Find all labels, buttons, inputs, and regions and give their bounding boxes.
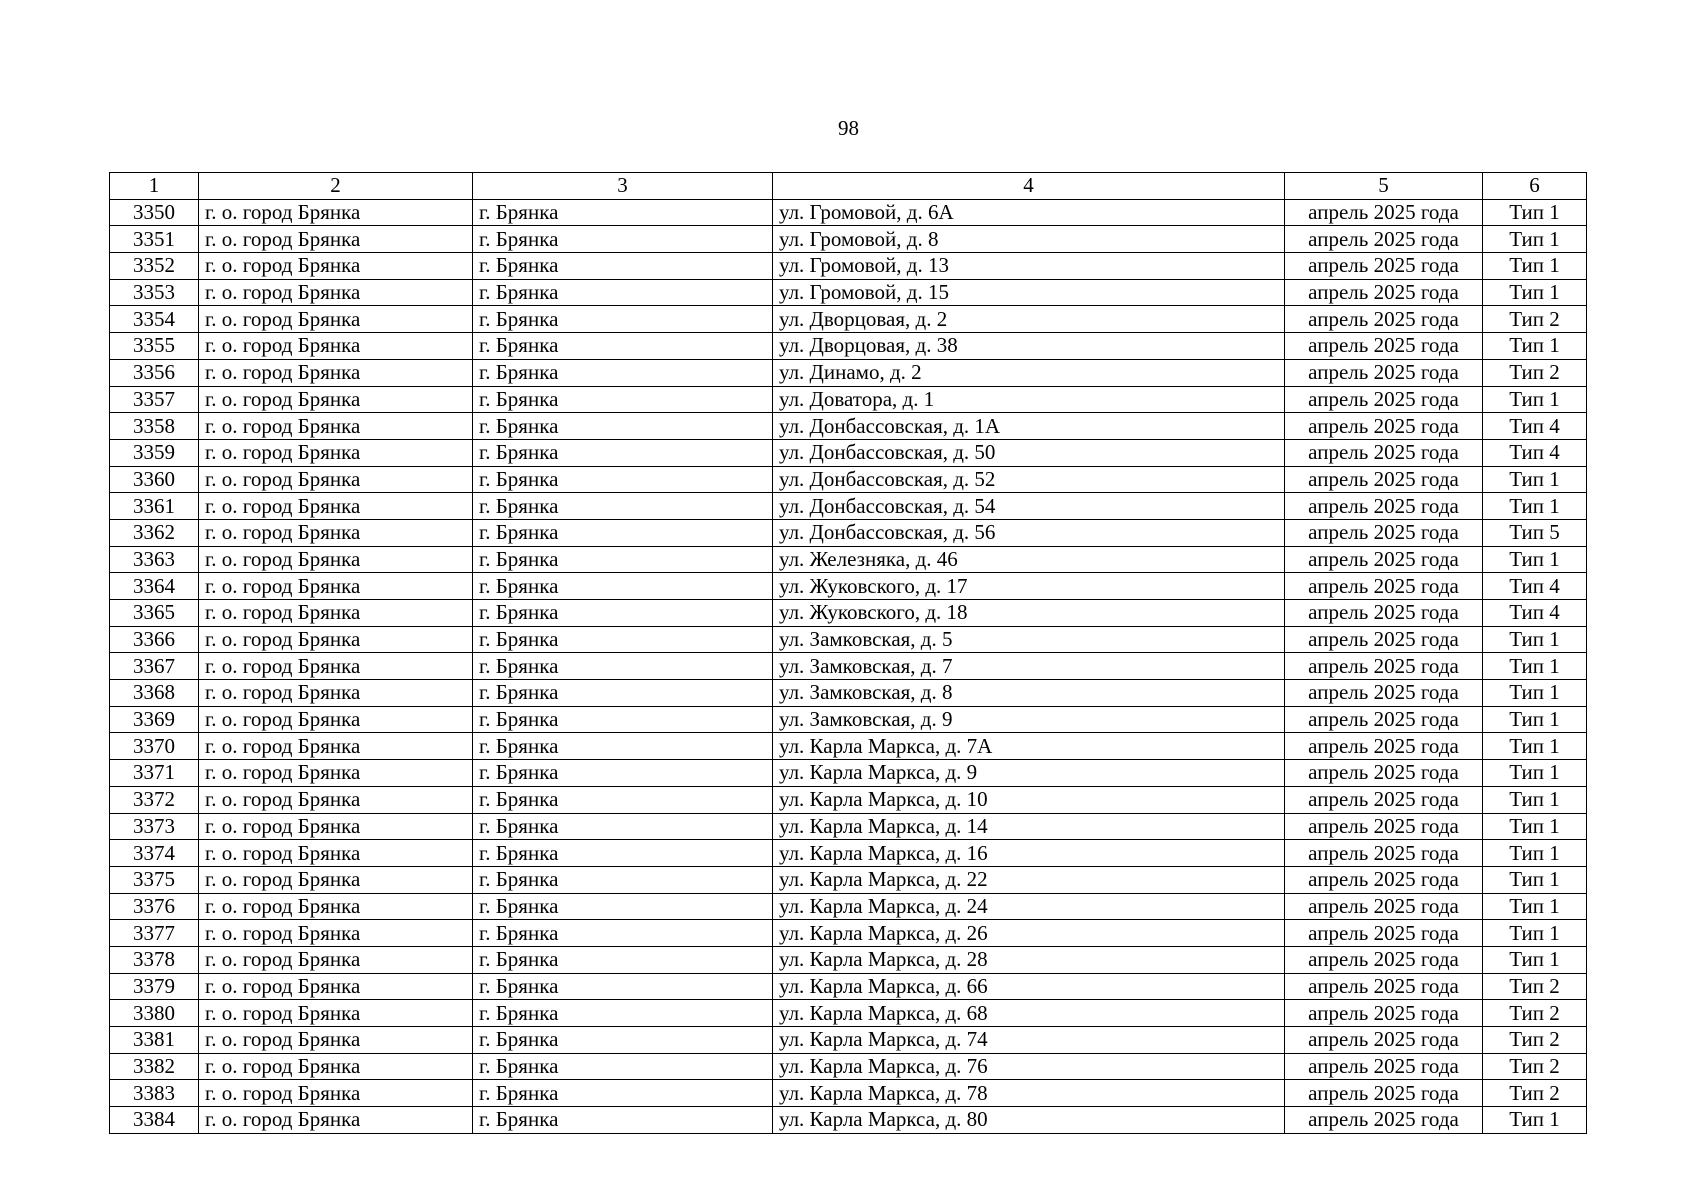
cell-number: 3382 [110,1053,199,1080]
cell-address: ул. Дворцовая, д. 38 [773,333,1285,360]
cell-number: 3369 [110,706,199,733]
cell-date: апрель 2025 года [1285,840,1483,867]
cell-city: г. Брянка [473,573,773,600]
cell-type: Тип 1 [1483,333,1587,360]
table-row [110,519,1587,546]
cell-date: апрель 2025 года [1285,706,1483,733]
cell-address: ул. Громовой, д. 13 [773,253,1285,280]
cell-city: г. Брянка [473,413,773,440]
cell-address: ул. Донбассовская, д. 1А [773,413,1285,440]
cell-number: 3378 [110,946,199,973]
cell-type: Тип 2 [1483,1080,1587,1107]
cell-number: 3362 [110,519,199,546]
cell-type: Тип 1 [1483,1107,1587,1134]
cell-type: Тип 4 [1483,439,1587,466]
cell-city: г. Брянка [473,493,773,520]
cell-district: г. о. город Брянка [199,653,473,680]
cell-city: г. Брянка [473,333,773,360]
cell-date: апрель 2025 года [1285,413,1483,440]
cell-district: г. о. город Брянка [199,493,473,520]
cell-date: апрель 2025 года [1285,1107,1483,1134]
cell-type: Тип 1 [1483,466,1587,493]
cell-district: г. о. город Брянка [199,573,473,600]
header-col-district: 2 [199,173,473,200]
cell-type: Тип 2 [1483,1053,1587,1080]
cell-district: г. о. город Брянка [199,1027,473,1054]
cell-address: ул. Карла Маркса, д. 26 [773,920,1285,947]
cell-address: ул. Динамо, д. 2 [773,359,1285,386]
cell-city: г. Брянка [473,226,773,253]
cell-district: г. о. город Брянка [199,306,473,333]
cell-type: Тип 2 [1483,973,1587,1000]
cell-number: 3375 [110,866,199,893]
table-row [110,706,1587,733]
cell-number: 3352 [110,253,199,280]
cell-address: ул. Карла Маркса, д. 22 [773,866,1285,893]
cell-type: Тип 1 [1483,199,1587,226]
cell-type: Тип 1 [1483,893,1587,920]
cell-number: 3351 [110,226,199,253]
cell-date: апрель 2025 года [1285,253,1483,280]
cell-address: ул. Донбассовская, д. 54 [773,493,1285,520]
cell-district: г. о. город Брянка [199,519,473,546]
cell-district: г. о. город Брянка [199,680,473,707]
cell-city: г. Брянка [473,680,773,707]
cell-type: Тип 1 [1483,493,1587,520]
cell-type: Тип 1 [1483,813,1587,840]
cell-date: апрель 2025 года [1285,600,1483,627]
cell-city: г. Брянка [473,760,773,787]
cell-city: г. Брянка [473,733,773,760]
cell-city: г. Брянка [473,973,773,1000]
cell-number: 3367 [110,653,199,680]
cell-number: 3381 [110,1027,199,1054]
cell-city: г. Брянка [473,893,773,920]
cell-type: Тип 1 [1483,946,1587,973]
register-table [109,172,1587,1134]
table-row [110,1000,1587,1027]
table-row [110,493,1587,520]
cell-address: ул. Карла Маркса, д. 66 [773,973,1285,1000]
table-row [110,1080,1587,1107]
cell-address: ул. Громовой, д. 15 [773,279,1285,306]
cell-number: 3357 [110,386,199,413]
cell-number: 3384 [110,1107,199,1134]
table-row [110,786,1587,813]
cell-address: ул. Карла Маркса, д. 7А [773,733,1285,760]
cell-type: Тип 1 [1483,653,1587,680]
cell-number: 3383 [110,1080,199,1107]
cell-district: г. о. город Брянка [199,546,473,573]
cell-number: 3380 [110,1000,199,1027]
cell-number: 3356 [110,359,199,386]
cell-district: г. о. город Брянка [199,1080,473,1107]
cell-number: 3354 [110,306,199,333]
table-row [110,946,1587,973]
cell-address: ул. Жуковского, д. 18 [773,600,1285,627]
cell-date: апрель 2025 года [1285,786,1483,813]
cell-type: Тип 5 [1483,519,1587,546]
header-col-type: 6 [1483,173,1587,200]
cell-type: Тип 1 [1483,733,1587,760]
cell-type: Тип 2 [1483,306,1587,333]
cell-district: г. о. город Брянка [199,359,473,386]
cell-district: г. о. город Брянка [199,199,473,226]
table-row [110,680,1587,707]
cell-date: апрель 2025 года [1285,866,1483,893]
header-col-date: 5 [1285,173,1483,200]
cell-date: апрель 2025 года [1285,626,1483,653]
cell-city: г. Брянка [473,359,773,386]
table-row [110,893,1587,920]
cell-address: ул. Карла Маркса, д. 16 [773,840,1285,867]
table-row [110,973,1587,1000]
cell-address: ул. Громовой, д. 6А [773,199,1285,226]
table-row [110,279,1587,306]
cell-address: ул. Замковская, д. 7 [773,653,1285,680]
cell-district: г. о. город Брянка [199,1107,473,1134]
cell-city: г. Брянка [473,1027,773,1054]
cell-city: г. Брянка [473,466,773,493]
cell-city: г. Брянка [473,706,773,733]
cell-address: ул. Донбассовская, д. 50 [773,439,1285,466]
table-row [110,226,1587,253]
cell-city: г. Брянка [473,306,773,333]
cell-date: апрель 2025 года [1285,359,1483,386]
cell-number: 3370 [110,733,199,760]
table-row [110,573,1587,600]
cell-date: апрель 2025 года [1285,946,1483,973]
table-body [110,199,1587,1133]
cell-city: г. Брянка [473,813,773,840]
cell-address: ул. Карла Маркса, д. 24 [773,893,1285,920]
cell-city: г. Брянка [473,653,773,680]
table-row [110,413,1587,440]
cell-address: ул. Карла Маркса, д. 68 [773,1000,1285,1027]
cell-type: Тип 1 [1483,760,1587,787]
cell-district: г. о. город Брянка [199,866,473,893]
cell-date: апрель 2025 года [1285,1080,1483,1107]
table-row [110,866,1587,893]
cell-number: 3379 [110,973,199,1000]
cell-district: г. о. город Брянка [199,466,473,493]
cell-district: г. о. город Брянка [199,893,473,920]
cell-district: г. о. город Брянка [199,279,473,306]
cell-city: г. Брянка [473,946,773,973]
cell-type: Тип 1 [1483,920,1587,947]
table-row [110,199,1587,226]
table-row [110,359,1587,386]
table-row [110,333,1587,360]
cell-number: 3366 [110,626,199,653]
table-row [110,1107,1587,1134]
cell-date: апрель 2025 года [1285,973,1483,1000]
cell-type: Тип 2 [1483,1000,1587,1027]
cell-city: г. Брянка [473,866,773,893]
cell-type: Тип 2 [1483,1027,1587,1054]
cell-address: ул. Доватора, д. 1 [773,386,1285,413]
cell-address: ул. Карла Маркса, д. 80 [773,1107,1285,1134]
cell-address: ул. Замковская, д. 8 [773,680,1285,707]
cell-type: Тип 1 [1483,680,1587,707]
cell-number: 3374 [110,840,199,867]
cell-address: ул. Замковская, д. 9 [773,706,1285,733]
cell-district: г. о. город Брянка [199,733,473,760]
cell-type: Тип 1 [1483,226,1587,253]
cell-city: г. Брянка [473,199,773,226]
cell-number: 3376 [110,893,199,920]
cell-date: апрель 2025 года [1285,573,1483,600]
table-row [110,840,1587,867]
cell-type: Тип 1 [1483,279,1587,306]
table-row [110,439,1587,466]
cell-number: 3360 [110,466,199,493]
cell-type: Тип 4 [1483,600,1587,627]
cell-address: ул. Карла Маркса, д. 10 [773,786,1285,813]
cell-district: г. о. город Брянка [199,706,473,733]
table-row [110,600,1587,627]
cell-city: г. Брянка [473,519,773,546]
cell-date: апрель 2025 года [1285,306,1483,333]
table-row [110,813,1587,840]
cell-date: апрель 2025 года [1285,466,1483,493]
cell-number: 3365 [110,600,199,627]
cell-date: апрель 2025 года [1285,653,1483,680]
table-row [110,546,1587,573]
page-number: 98 [838,116,859,140]
cell-city: г. Брянка [473,1053,773,1080]
cell-district: г. о. город Брянка [199,600,473,627]
cell-date: апрель 2025 года [1285,333,1483,360]
cell-city: г. Брянка [473,386,773,413]
cell-address: ул. Карла Маркса, д. 28 [773,946,1285,973]
cell-district: г. о. город Брянка [199,1000,473,1027]
cell-date: апрель 2025 года [1285,680,1483,707]
cell-city: г. Брянка [473,1107,773,1134]
table-row [110,253,1587,280]
cell-type: Тип 1 [1483,253,1587,280]
cell-date: апрель 2025 года [1285,226,1483,253]
cell-address: ул. Карла Маркса, д. 74 [773,1027,1285,1054]
cell-date: апрель 2025 года [1285,1000,1483,1027]
cell-address: ул. Карла Маркса, д. 14 [773,813,1285,840]
cell-address: ул. Жуковского, д. 17 [773,573,1285,600]
cell-date: апрель 2025 года [1285,439,1483,466]
cell-number: 3373 [110,813,199,840]
table-row [110,306,1587,333]
cell-district: г. о. город Брянка [199,973,473,1000]
cell-number: 3371 [110,760,199,787]
cell-district: г. о. город Брянка [199,920,473,947]
cell-district: г. о. город Брянка [199,226,473,253]
table-row [110,920,1587,947]
table-row [110,1053,1587,1080]
cell-city: г. Брянка [473,840,773,867]
cell-number: 3353 [110,279,199,306]
cell-address: ул. Громовой, д. 8 [773,226,1285,253]
cell-district: г. о. город Брянка [199,1053,473,1080]
cell-number: 3363 [110,546,199,573]
cell-district: г. о. город Брянка [199,413,473,440]
cell-date: апрель 2025 года [1285,493,1483,520]
cell-city: г. Брянка [473,279,773,306]
cell-number: 3372 [110,786,199,813]
cell-type: Тип 1 [1483,866,1587,893]
cell-city: г. Брянка [473,1000,773,1027]
cell-date: апрель 2025 года [1285,920,1483,947]
cell-number: 3358 [110,413,199,440]
cell-date: апрель 2025 года [1285,386,1483,413]
cell-address: ул. Дворцовая, д. 2 [773,306,1285,333]
cell-district: г. о. город Брянка [199,626,473,653]
table-row [110,466,1587,493]
table-row [110,626,1587,653]
header-col-number: 1 [110,173,199,200]
cell-number: 3361 [110,493,199,520]
cell-district: г. о. город Брянка [199,386,473,413]
cell-type: Тип 4 [1483,573,1587,600]
cell-date: апрель 2025 года [1285,199,1483,226]
cell-city: г. Брянка [473,600,773,627]
cell-number: 3350 [110,199,199,226]
cell-address: ул. Карла Маркса, д. 9 [773,760,1285,787]
table-row [110,760,1587,787]
cell-address: ул. Карла Маркса, д. 78 [773,1080,1285,1107]
header-row [110,173,1587,200]
cell-city: г. Брянка [473,1080,773,1107]
cell-type: Тип 1 [1483,546,1587,573]
table-row [110,1027,1587,1054]
cell-type: Тип 2 [1483,359,1587,386]
cell-type: Тип 4 [1483,413,1587,440]
cell-type: Тип 1 [1483,386,1587,413]
cell-number: 3377 [110,920,199,947]
cell-district: г. о. город Брянка [199,813,473,840]
cell-city: г. Брянка [473,253,773,280]
cell-district: г. о. город Брянка [199,840,473,867]
cell-city: г. Брянка [473,786,773,813]
cell-date: апрель 2025 года [1285,813,1483,840]
cell-date: апрель 2025 года [1285,1027,1483,1054]
cell-district: г. о. город Брянка [199,253,473,280]
cell-type: Тип 1 [1483,786,1587,813]
cell-date: апрель 2025 года [1285,279,1483,306]
table-row [110,653,1587,680]
cell-number: 3368 [110,680,199,707]
header-col-address: 4 [773,173,1285,200]
table-row [110,733,1587,760]
cell-type: Тип 1 [1483,706,1587,733]
cell-address: ул. Донбассовская, д. 52 [773,466,1285,493]
cell-date: апрель 2025 года [1285,760,1483,787]
table-header [110,173,1587,200]
cell-number: 3364 [110,573,199,600]
cell-number: 3355 [110,333,199,360]
cell-type: Тип 1 [1483,840,1587,867]
cell-address: ул. Железняка, д. 46 [773,546,1285,573]
cell-date: апрель 2025 года [1285,519,1483,546]
cell-district: г. о. город Брянка [199,946,473,973]
cell-district: г. о. город Брянка [199,439,473,466]
cell-district: г. о. город Брянка [199,333,473,360]
cell-city: г. Брянка [473,920,773,947]
cell-address: ул. Замковская, д. 5 [773,626,1285,653]
cell-city: г. Брянка [473,546,773,573]
cell-address: ул. Карла Маркса, д. 76 [773,1053,1285,1080]
cell-city: г. Брянка [473,626,773,653]
cell-date: апрель 2025 года [1285,1053,1483,1080]
cell-district: г. о. город Брянка [199,786,473,813]
cell-date: апрель 2025 года [1285,893,1483,920]
cell-address: ул. Донбассовская, д. 56 [773,519,1285,546]
cell-number: 3359 [110,439,199,466]
cell-city: г. Брянка [473,439,773,466]
cell-date: апрель 2025 года [1285,546,1483,573]
header-col-city: 3 [473,173,773,200]
cell-district: г. о. город Брянка [199,760,473,787]
cell-date: апрель 2025 года [1285,733,1483,760]
cell-type: Тип 1 [1483,626,1587,653]
table-row [110,386,1587,413]
